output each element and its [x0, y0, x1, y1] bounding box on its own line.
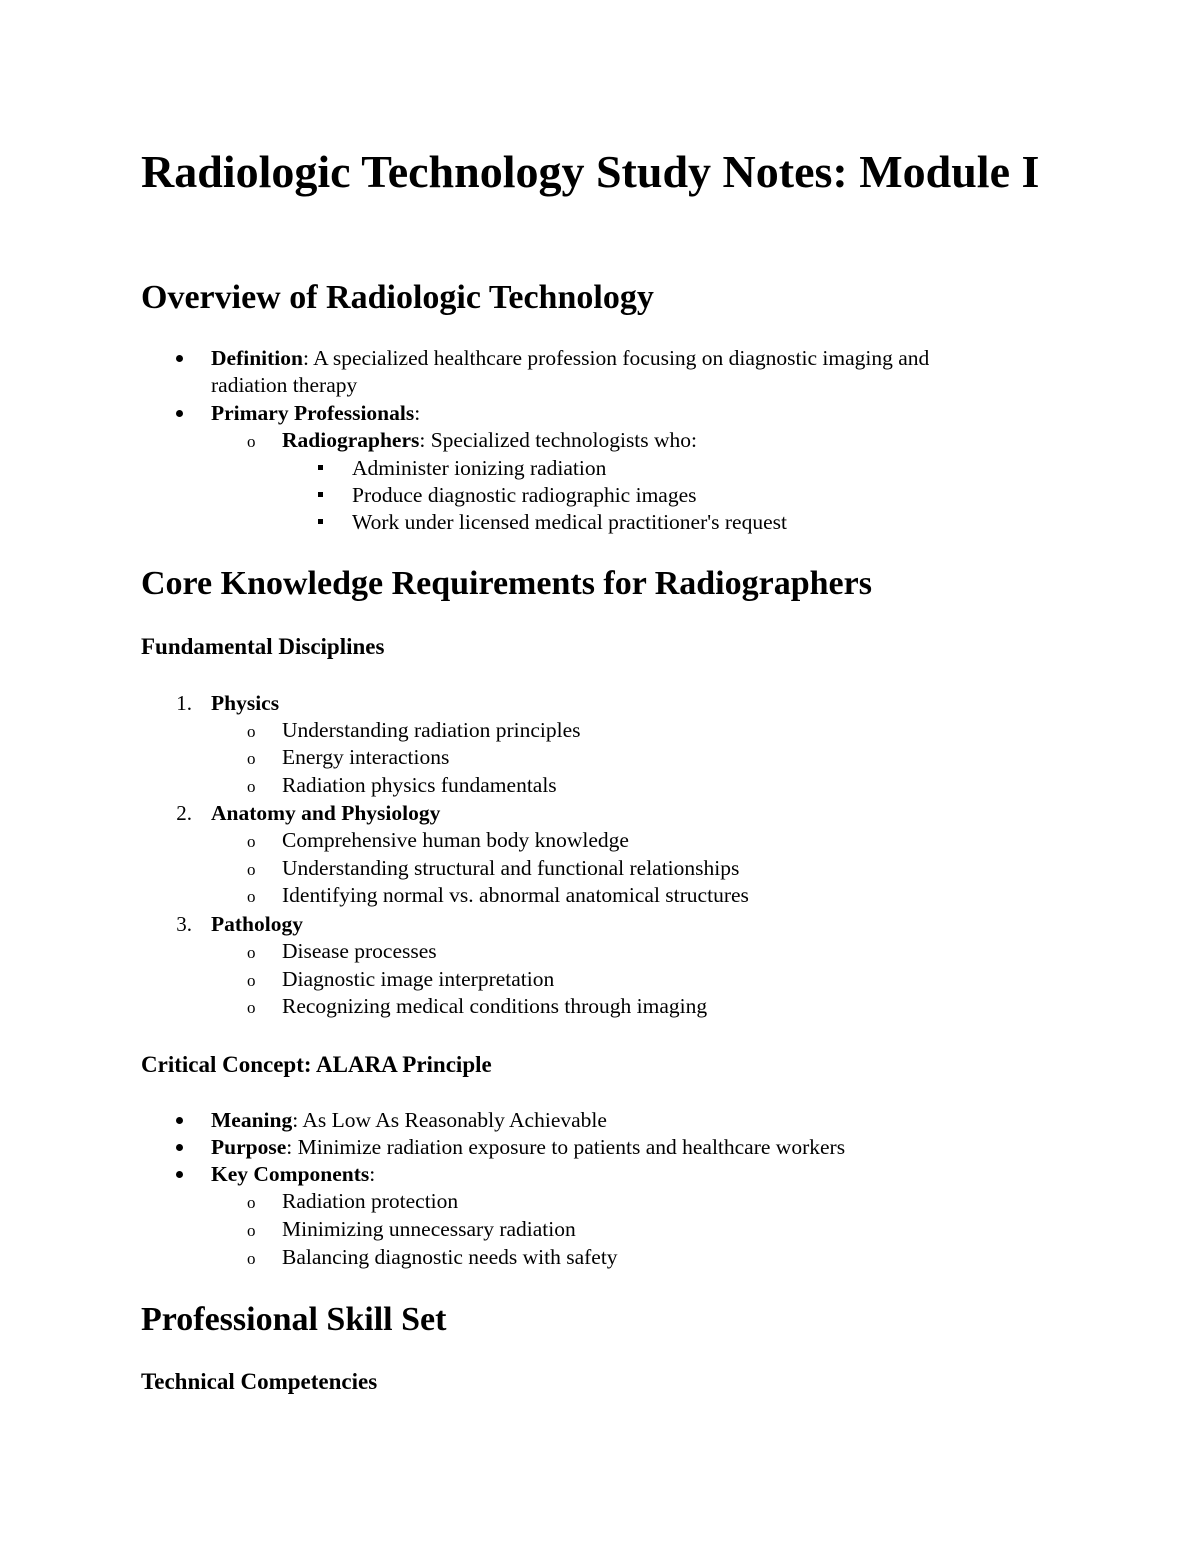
discipline-item: Understanding structural and functional relationships [282, 856, 740, 880]
discipline-name: Pathology [211, 912, 303, 936]
sub-bullet-icon: o [247, 1249, 256, 1268]
sub-bullet-icon: o [247, 722, 256, 741]
sub-bullet-icon: o [247, 432, 256, 451]
discipline-item: Comprehensive human body knowledge [282, 828, 629, 852]
definition-text-1: : A specialized healthcare profession focusing on diagnostic imaging and [302, 346, 930, 370]
sub-bullet-icon: o [247, 998, 256, 1017]
primary-professionals-colon: : [414, 401, 421, 425]
sub-bullet-icon: o [247, 1193, 256, 1212]
sub-bullet-icon: o [247, 777, 256, 796]
discipline-item: Disease processes [282, 939, 437, 963]
primary-professionals-line [211, 400, 420, 427]
bullet-icon [176, 1171, 183, 1178]
component-item: Minimizing unnecessary radiation [282, 1217, 576, 1241]
duty-item: Administer ionizing radiation [352, 456, 607, 480]
key-components-colon: : [369, 1162, 376, 1186]
sub-bullet-icon: o [247, 749, 256, 768]
square-bullet-icon [318, 519, 323, 524]
component-item: Radiation protection [282, 1189, 459, 1213]
definition-term: Definition [211, 346, 303, 370]
primary-professionals-term: Primary Professionals [211, 401, 415, 425]
overview-heading: Overview of Radiologic Technology [141, 279, 654, 316]
technical-competencies-heading: Technical Competencies [141, 1369, 378, 1394]
discipline-item: Diagnostic image interpretation [282, 967, 555, 991]
definition-text-2: radiation therapy [211, 373, 358, 397]
purpose-line [211, 1134, 845, 1161]
bullet-icon [176, 410, 183, 417]
professional-skill-set-heading: Professional Skill Set [141, 1301, 447, 1338]
discipline-item: Radiation physics fundamentals [282, 773, 557, 797]
document-title: Radiologic Technology Study Notes: Module I [141, 146, 1040, 197]
discipline-item: Energy interactions [282, 745, 450, 769]
meaning-line [211, 1107, 607, 1134]
bullet-icon [176, 1144, 183, 1151]
key-components-line [211, 1161, 375, 1188]
radiographers-text: : Specialized technologists who: [419, 428, 698, 452]
discipline-name: Anatomy and Physiology [211, 801, 441, 825]
key-components-term: Key Components [211, 1162, 370, 1186]
sub-bullet-icon: o [247, 971, 256, 990]
square-bullet-icon [318, 465, 323, 470]
list-number: 1. [176, 691, 192, 715]
fundamental-disciplines-heading: Fundamental Disciplines [141, 634, 385, 659]
duty-item: Work under licensed medical practitioner's request [352, 510, 787, 534]
discipline-item: Identifying normal vs. abnormal anatomical structures [282, 883, 749, 907]
alara-heading: Critical Concept: ALARA Principle [141, 1052, 492, 1077]
duty-item: Produce diagnostic radiographic images [352, 483, 697, 507]
radiographers-line [282, 427, 697, 454]
bullet-icon [176, 355, 183, 362]
discipline-name: Physics [211, 691, 280, 715]
discipline-item: Recognizing medical conditions through imaging [282, 994, 708, 1018]
sub-bullet-icon: o [247, 1221, 256, 1240]
square-bullet-icon [318, 492, 323, 497]
purpose-term: Purpose [211, 1135, 287, 1159]
meaning-term: Meaning [211, 1108, 293, 1132]
discipline-item: Understanding radiation principles [282, 718, 581, 742]
core-knowledge-heading: Core Knowledge Requirements for Radiographers [141, 565, 872, 602]
definition-line-1 [211, 345, 929, 372]
sub-bullet-icon: o [247, 887, 256, 906]
list-number: 2. [176, 801, 192, 825]
purpose-text: : Minimize radiation exposure to patients and healthcare workers [286, 1135, 846, 1159]
sub-bullet-icon: o [247, 943, 256, 962]
sub-bullet-icon: o [247, 860, 256, 879]
component-item: Balancing diagnostic needs with safety [282, 1245, 618, 1269]
sub-bullet-icon: o [247, 832, 256, 851]
meaning-text: : As Low As Reasonably Achievable [292, 1108, 607, 1132]
bullet-icon [176, 1117, 183, 1124]
radiographers-term: Radiographers [282, 428, 420, 452]
list-number: 3. [176, 912, 192, 936]
